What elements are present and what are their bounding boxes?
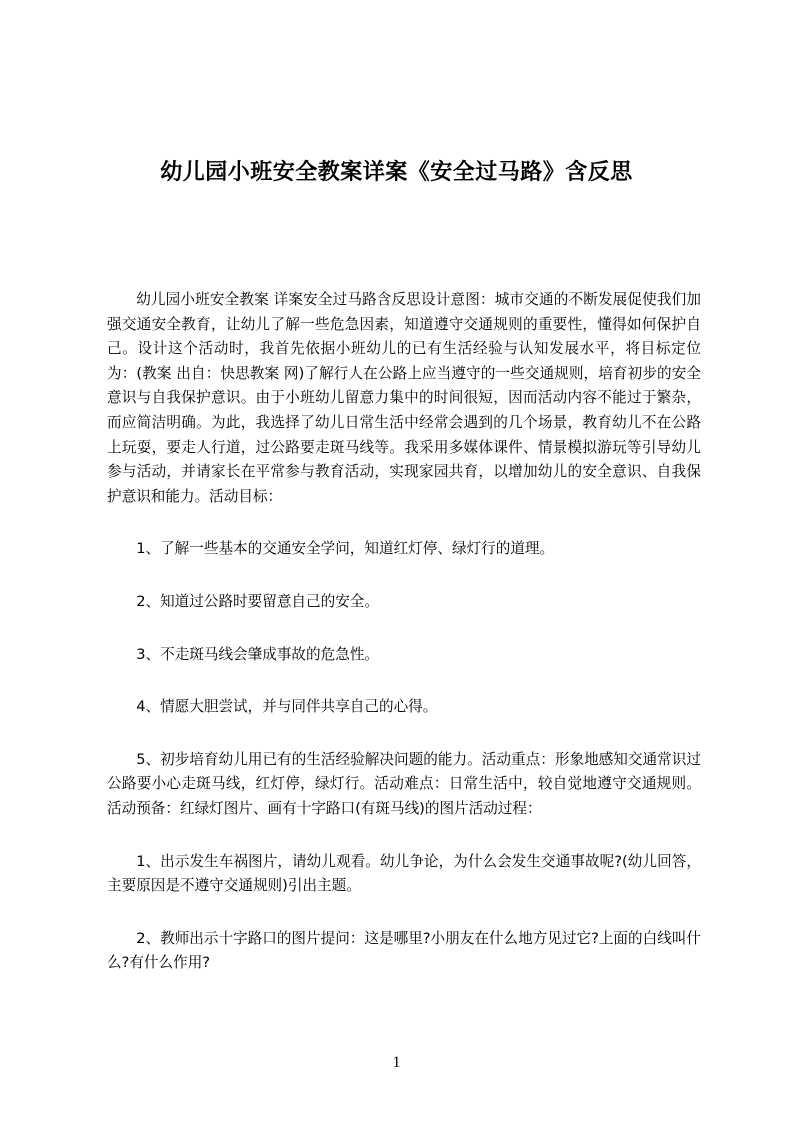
paragraph-design-intent: 幼儿园小班安全教案 详案安全过马路含反思设计意图：城市交通的不断发展促使我们加强交通安全教育，让幼儿了解一些危急因素，知道遵守交通规则的重要性，懂得如何保护自己。设计这个活动时，我首先依据小班幼儿的已有生活经验与认知发展水平，将目标定位为：(教案 出自：快思教案 网)了解行人在公路上应当遵守的一些交通规则，培育初步的安全意识与自我保护意识。由于小班幼儿留意力集中的时间很短，因而活动内容不能过于繁杂，而应简洁明确。为此，我选择了幼儿日常生活中经常会遇到的几个场景，教育幼儿不在公路上玩耍，要走人行道，过公路要走斑马线等。我采用多媒体课件、情景模拟游玩等引导幼儿参与活动，并请家长在平常参与教育活动，实现家园共育，以增加幼儿的安全意识、自我保护意识和能力。活动目标： <box>107 291 701 505</box>
paragraph-goal-5: 5、初步培育幼儿用已有的生活经验解决问题的能力。活动重点：形象地感知交通常识过公路要小心走斑马线，红灯停，绿灯行。活动难点：日常生活中，较自觉地遵守交通规则。活动预备：红绿灯图片、画有十字路口(有斑马线)的图片活动过程： <box>107 750 701 817</box>
paragraph-process-1: 1、出示发生车祸图片，请幼儿观看。幼儿争论，为什么会发生交通事故呢?(幼儿回答，主要原因是不遵守交通规则)引出主题。 <box>107 852 701 895</box>
paragraph-goal-3: 3、不走斑马线会肇成事故的危急性。 <box>136 645 379 663</box>
document-title: 幼儿园小班安全教案详案《安全过马路》含反思 <box>160 159 633 185</box>
paragraph-goal-1: 1、了解一些基本的交通安全学问，知道红灯停、绿灯行的道理。 <box>136 540 555 558</box>
paragraph-process-2: 2、教师出示十字路口的图片提问：这是哪里?小朋友在什么地方见过它?上面的白线叫什么?有什么作用? <box>107 929 701 972</box>
paragraph-goal-2: 2、知道过公路时要留意自己的安全。 <box>136 592 379 610</box>
document-body <box>107 288 701 976</box>
page-number: 1 <box>392 1054 401 1071</box>
paragraph-goal-4: 4、情愿大胆尝试，并与同伴共享自己的心得。 <box>136 698 438 716</box>
